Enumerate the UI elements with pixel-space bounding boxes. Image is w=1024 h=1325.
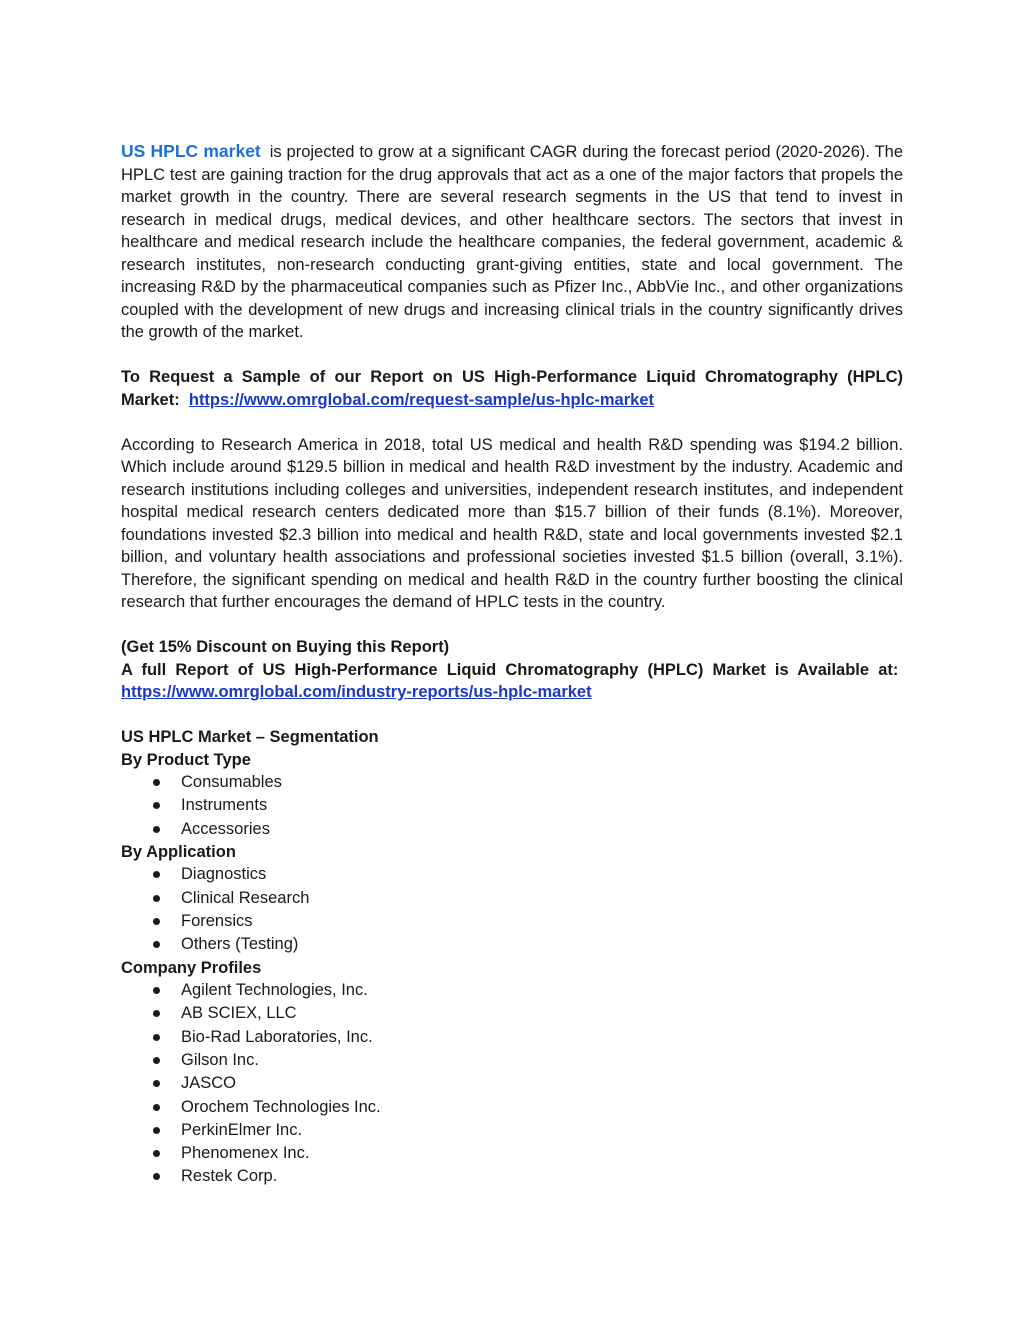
- application-list: [121, 863, 903, 956]
- list-item: [121, 979, 903, 1002]
- full-report-text: A full Report of US High-Performance Liquid Chromatography (HPLC) Market is Available at:: [121, 660, 899, 679]
- list-item: [121, 1002, 903, 1025]
- spacer: [121, 704, 903, 727]
- list-item-label: Accessories: [181, 819, 270, 838]
- list-item-label: Orochem Technologies Inc.: [181, 1097, 381, 1116]
- list-item: [121, 1096, 903, 1119]
- intro-paragraph: [121, 140, 903, 344]
- bullet-icon: [153, 1150, 160, 1157]
- company-profiles-heading: Company Profiles: [121, 958, 262, 977]
- list-item-label: Consumables: [181, 773, 282, 791]
- segmentation-title: US HPLC Market – Segmentation: [121, 728, 379, 746]
- list-item: [121, 794, 903, 817]
- list-item: [121, 863, 903, 886]
- bullet-icon: [153, 826, 160, 833]
- bullet-icon: [153, 941, 160, 948]
- list-item-label: Clinical Research: [181, 888, 310, 907]
- full-report-paragraph: [121, 659, 903, 704]
- list-item: [121, 1072, 903, 1095]
- spacer: [121, 614, 903, 637]
- list-item: [121, 1119, 903, 1142]
- research-paragraph: According to Research America in 2018, total US medical and health R&D spending was $194.2 billion. Which include around $129.5 billion in medical and health R&D investment by the industry. Academic and research institutions including colleges and universities, independent research institutes, and independent hospital medical research centers dedicated more than $15.7 billion of their funds (8.1%). Moreover, foundations invested $2.3 billion into medical and health R&D, state and local governments invested $2.1 billion, and voluntary health associations and professional societies invested $1.5 billion (overall, 3.1%). Therefore, the significant spending on medical and health R&D in the country further boosting the clinical research that further encourages the demand of HPLC tests in the country.: [121, 435, 903, 611]
- bullet-icon: [153, 1034, 160, 1041]
- spacer: [121, 344, 903, 367]
- product-type-heading: By Product Type: [121, 750, 251, 769]
- list-item: [121, 771, 903, 794]
- bullet-icon: [153, 1080, 160, 1087]
- list-item-label: Instruments: [181, 796, 268, 815]
- application-heading: By Application: [121, 842, 236, 861]
- list-item: [121, 933, 903, 956]
- list-item-label: Others (Testing): [181, 935, 299, 954]
- product-type-list: [121, 771, 903, 841]
- bullet-icon: [153, 1057, 160, 1064]
- bullet-icon: [153, 802, 160, 809]
- discount-line: (Get 15% Discount on Buying this Report): [121, 638, 450, 656]
- list-item-label: Agilent Technologies, Inc.: [181, 981, 368, 1000]
- spacer: [121, 411, 903, 434]
- list-item: [121, 1026, 903, 1049]
- sample-request-text: To Request a Sample of our Report on US High-Performance Liquid Chromatography (HPLC) Market:: [121, 368, 903, 409]
- list-item: [121, 1165, 903, 1188]
- bullet-icon: [153, 918, 160, 925]
- list-item-label: JASCO: [181, 1074, 237, 1093]
- list-item: [121, 887, 903, 910]
- list-item-label: Diagnostics: [181, 865, 267, 884]
- bullet-icon: [153, 1173, 160, 1180]
- list-item-label: Forensics: [181, 911, 253, 930]
- list-item-label: PerkinElmer Inc.: [181, 1120, 303, 1139]
- sample-request-paragraph: [121, 366, 903, 411]
- full-report-link[interactable]: https://www.omrglobal.com/industry-reports/us-hplc-market: [121, 683, 592, 701]
- list-item-label: Gilson Inc.: [181, 1050, 259, 1069]
- sample-request-link[interactable]: https://www.omrglobal.com/request-sample/us-hplc-market: [188, 390, 654, 409]
- bullet-icon: [153, 895, 160, 902]
- intro-text: is projected to grow at a significant CAGR during the forecast period (2020-2026). The HPLC test are gaining traction for the drug approvals that act as a one of the major factors that propels the market growth in the country. There are several research segments in the US that tend to invest in research in medical drugs, medical devices, and other healthcare sectors. The sectors that invest in healthcare and medical research include the healthcare companies, the federal government, academic & research institutes, non-research conducting grant-giving entities, state and local government. The increasing R&D by the pharmaceutical companies such as Pfizer Inc., AbbVie Inc., and other organizations coupled with the development of new drugs and increasing clinical trials in the country significantly drives the growth of the market.: [121, 143, 904, 341]
- bullet-icon: [153, 1127, 160, 1134]
- list-item: [121, 818, 903, 841]
- list-item-label: Restek Corp.: [181, 1167, 278, 1186]
- bullet-icon: [153, 1010, 160, 1017]
- bullet-icon: [153, 987, 160, 994]
- bullet-icon: [153, 1104, 160, 1111]
- list-item: [121, 1142, 903, 1165]
- bullet-icon: [153, 871, 160, 878]
- company-profiles-list: [121, 979, 903, 1189]
- list-item: [121, 1049, 903, 1072]
- list-item-label: Phenomenex Inc.: [181, 1144, 310, 1163]
- us-hplc-market-link[interactable]: US HPLC market: [121, 141, 261, 161]
- list-item-label: AB SCIEX, LLC: [181, 1004, 297, 1023]
- bullet-icon: [153, 779, 160, 786]
- list-item: [121, 910, 903, 933]
- document-page: [121, 140, 903, 1189]
- list-item-label: Bio-Rad Laboratories, Inc.: [181, 1027, 373, 1046]
